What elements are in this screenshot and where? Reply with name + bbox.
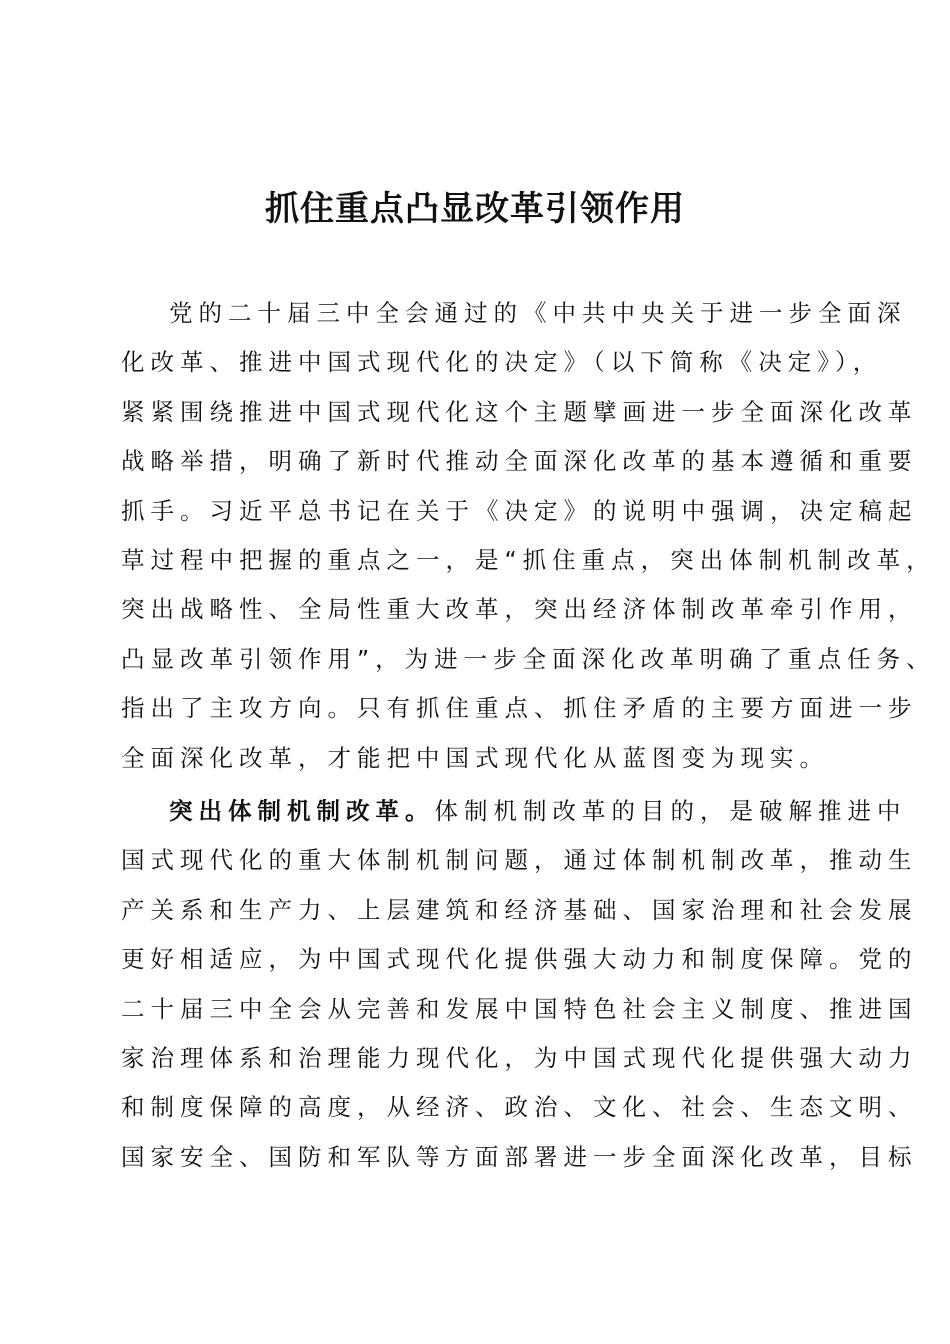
paragraph-line: 凸显改革引领作用”，为进一步全面深化改革明确了重点任务、	[121, 644, 936, 673]
paragraph-line: 草过程中把握的重点之一，是“抓住重点，突出体制机制改革，	[121, 546, 936, 575]
paragraph-line: 突出战略性、全局性重大改革，突出经济体制改革牵引作用，	[121, 595, 918, 624]
paragraph-line: 战略举措，明确了新时代推动全面深化改革的基本遵循和重要	[121, 447, 918, 476]
paragraph-line: 更好相适应，为中国式现代化提供强大动力和制度保障。党的	[121, 945, 918, 974]
paragraph-line: 二十届三中全会从完善和发展中国特色社会主义制度、推进国	[121, 994, 918, 1023]
paragraph-line-rest: 体制机制改革的目的，是破解推进中	[434, 797, 907, 825]
paragraph-line: 家治理体系和治理能力现代化，为中国式现代化提供强大动力	[121, 1044, 918, 1073]
paragraph-intro	[121, 289, 936, 783]
paragraph-line: 国式现代化的重大体制机制问题，通过体制机制改革，推动生	[121, 846, 918, 875]
paragraph-institutional-reform	[121, 787, 918, 1182]
paragraph-line: 紧紧围绕推进中国式现代化这个主题擘画进一步全面深化改革	[121, 397, 918, 426]
document-title: 抓住重点凸显改革引领作用	[265, 189, 685, 229]
paragraph-lead-heading: 突出体制机制改革。	[169, 797, 435, 825]
paragraph-line: 和制度保障的高度，从经济、政治、文化、社会、生态文明、	[121, 1093, 918, 1122]
paragraph-line: 国家安全、国防和军队等方面部署进一步全面深化改革，目标	[121, 1142, 918, 1171]
paragraph-first-line	[121, 787, 907, 836]
paragraph-line: 党的二十届三中全会通过的《中共中央关于进一步全面深	[169, 299, 907, 327]
paragraph-line: 全面深化改革，才能把中国式现代化从蓝图变为现实。	[121, 743, 829, 772]
paragraph-line: 化改革、推进中国式现代化的决定》（以下简称《决定》），	[121, 348, 883, 377]
paragraph-line: 指出了主攻方向。只有抓住重点、抓住矛盾的主要方面进一步	[121, 694, 918, 723]
paragraph-line: 抓手。习近平总书记在关于《决定》的说明中强调，决定稿起	[121, 496, 918, 525]
paragraph-line: 产关系和生产力、上层建筑和经济基础、国家治理和社会发展	[121, 895, 918, 924]
